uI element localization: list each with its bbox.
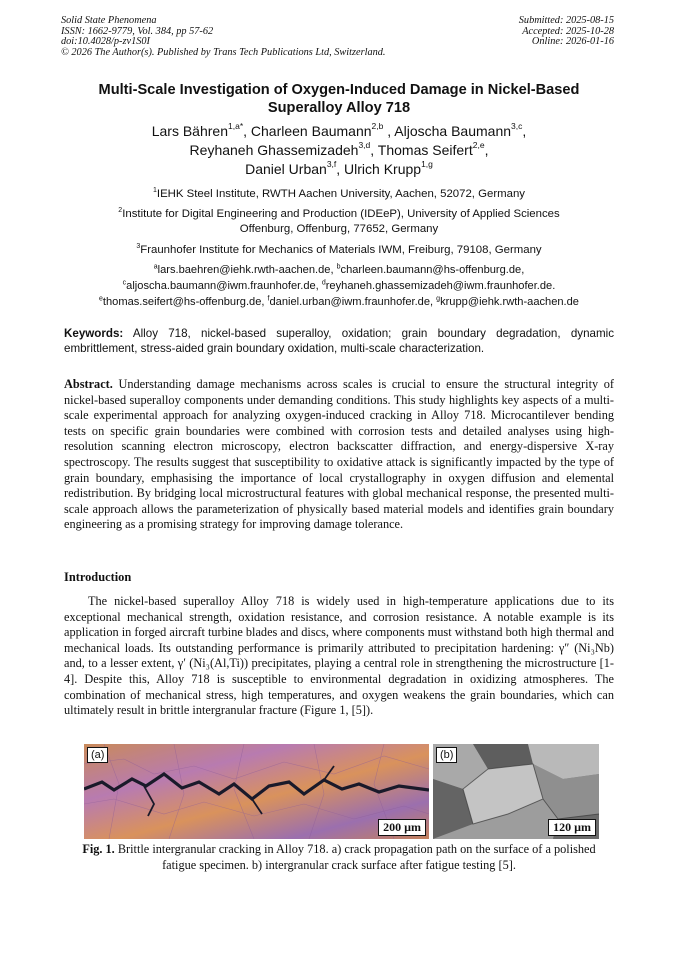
journal-info [61,16,385,58]
panel-b-label: (b) [436,747,457,763]
affiliation-text: IEHK Steel Institute, RWTH Aachen University, Aachen, 52072, Germany [156,188,525,200]
copyright-line: © 2026 The Author(s). Published by Trans Tech Publications Ltd, Switzerland. [61,46,386,58]
title-line-2: Superalloy Alloy 718 [267,99,411,116]
doi-line[interactable]: doi:10.4028/p-zv1S0I [61,36,150,48]
email-link[interactable]: reyhaneh.ghassemizadeh@iwm.fraunhofer.de. [325,280,556,292]
caption-text: Brittle intergranular cracking in Alloy 718. a) crack propagation path on the surface of a polished fatigue specimen. b) intergranular crack surface after fatigue testing [5]. [114,842,596,872]
affiliation-sup: 1 [153,187,157,195]
affiliation-1 [40,187,638,202]
submitted-date: Submitted: 2025-08-15 [518,15,614,26]
email-link[interactable]: lars.baehren@iehk.rwth-aachen.de, [157,264,337,276]
abstract-text: Understanding damage mechanisms across scales is crucial to ensure the structural integrity of nickel-based superalloy components under demanding conditions. This study highlights key aspects of a multi-scale experimental approach for analyzing oxygen-induced cracking in Alloy 718. Microcantilever bending tests on specific grain boundaries were combined with corrosion tests and detailed analyses using high-resolution scanning electron microscopy, electron backscatter diffraction, and energy-dispersive X-ray spectroscopy. The results suggest that susceptibility to oxidative attack is significantly impacted by the type of grain boundary, emphasising the importance of local crystallography in oxygen diffusion and elemental redistribution. By bridging local microstructural features with global mechanical response, the presented multi-scale approach allows the parameterization of physically based material models and identifies grain boundary engineering as a promising strategy for improving damage tolerance. [64,377,614,532]
section-heading-introduction: Introduction [64,570,132,584]
figure-1-panel-b [433,744,599,839]
email-sup: g [436,295,441,303]
author-affiliation-sup: 1,a* [228,121,244,132]
email-link[interactable]: charleen.baumann@hs-offenburg.de, [340,264,525,276]
author-affiliation-sup: 1,g [421,159,433,170]
online-date: Online: 2026-01-16 [531,36,614,48]
author-name: Charleen Baumann [250,123,372,139]
affiliation-text: Institute for Digital Engineering and Production (IDEeP), University of Applied Sciences Offenburg, Offenburg, 77652, Germany [122,208,560,235]
journal-name: Solid State Phenomena [61,15,157,26]
caption-label: Fig. 1. [82,842,115,856]
email-link[interactable]: krupp@iehk.rwth-aachen.de [440,296,579,308]
email-link[interactable]: daniel.urban@iwm.fraunhofer.de, [269,296,437,308]
email-link[interactable]: thomas.seifert@hs-offenburg.de, [102,296,268,308]
figure-1-caption [64,842,614,873]
email-sup: f [267,295,270,303]
author-separator: , [336,161,345,177]
affiliation-2 [40,207,638,237]
email-sup: c [122,279,127,287]
accepted-date: Accepted: 2025-10-28 [522,25,614,37]
panel-a-scale-bar: 200 µm [378,819,426,836]
affiliation-text: Fraunhofer Institute for Mechanics of Materials IWM, Freiburg, 79108, Germany [140,244,542,256]
affiliation-sup: 2 [118,207,123,215]
affiliation-sup: 3 [136,243,141,251]
panel-a-label: (a) [87,747,108,763]
author-affiliation-sup: 3,c [511,121,523,132]
author-name: Aljoscha Baumann [394,123,512,139]
affiliation-3 [40,243,638,258]
author-affiliation-sup: 3,f [326,159,337,170]
introduction-paragraph: The nickel-based superalloy Alloy 718 is widely used in high-temperature applications due to its exceptional mechanical strength, oxidation resistance, and corrosion resistance. A notable example is its application in forged aircraft turbine blades and discs, where components must withstand both high thermal and mechanical loads. Its outstanding performance is primarily attributed to precipitation hardening: γ″ (Ni₃Nb) and, to a lesser extent, γ′ (Ni₃(Al,Ti)) precipitates, playing a central role in strengthening the microstructure [1-4]. Despite this, Alloy 718 is susceptible to environmental degradation in oxidizing atmospheres. The combination of mechanical stress, high temperatures, and oxygen weakens the grain boundaries, which can ultimately result in brittle intergranular fracture (Figure 1, [5]). [64,594,614,718]
author-name: Ulrich Krupp [344,161,422,177]
keywords-text: Alloy 718, nickel-based superalloy, oxidation; grain boundary degradation, dynamic embrittlement, stress-aided grain boundary oxidation, multi-scale characterization. [64,327,614,356]
issn-line: ISSN: 1662-9779, Vol. 384, pp 57-62 [61,25,214,37]
abstract-paragraph [64,377,614,533]
publication-dates [519,16,614,48]
author-name: Thomas Seifert [377,142,473,158]
author-affiliation-sup: 3,d [358,140,371,151]
keywords-paragraph [64,326,614,357]
figure-1-panel-a [84,744,429,839]
author-separator: , [370,142,378,158]
author-list [40,122,638,179]
author-separator: , [484,142,489,158]
email-sup: a [153,263,158,271]
panel-b-scale-bar: 120 µm [548,819,596,836]
author-separator: , [383,123,395,139]
email-sup: e [99,295,103,303]
email-sup: b [336,263,341,271]
email-list [40,262,638,310]
keywords-label: Keywords: [64,327,124,340]
author-name: Reyhaneh Ghassemizadeh [189,142,359,158]
title-line-1: Multi-Scale Investigation of Oxygen-Induced Damage in Nickel-Based [98,82,580,98]
email-link[interactable]: aljoscha.baumann@iwm.fraunhofer.de, [126,280,322,292]
author-affiliation-sup: 2,e [472,140,485,151]
author-name: Daniel Urban [245,161,327,177]
paper-title [40,82,638,117]
author-separator: , [522,123,527,139]
abstract-label: Abstract. [64,377,113,391]
author-separator: , [243,123,251,139]
author-affiliation-sup: 2,b [371,121,384,132]
author-name: Lars Bähren [151,123,228,139]
email-sup: d [321,279,326,287]
